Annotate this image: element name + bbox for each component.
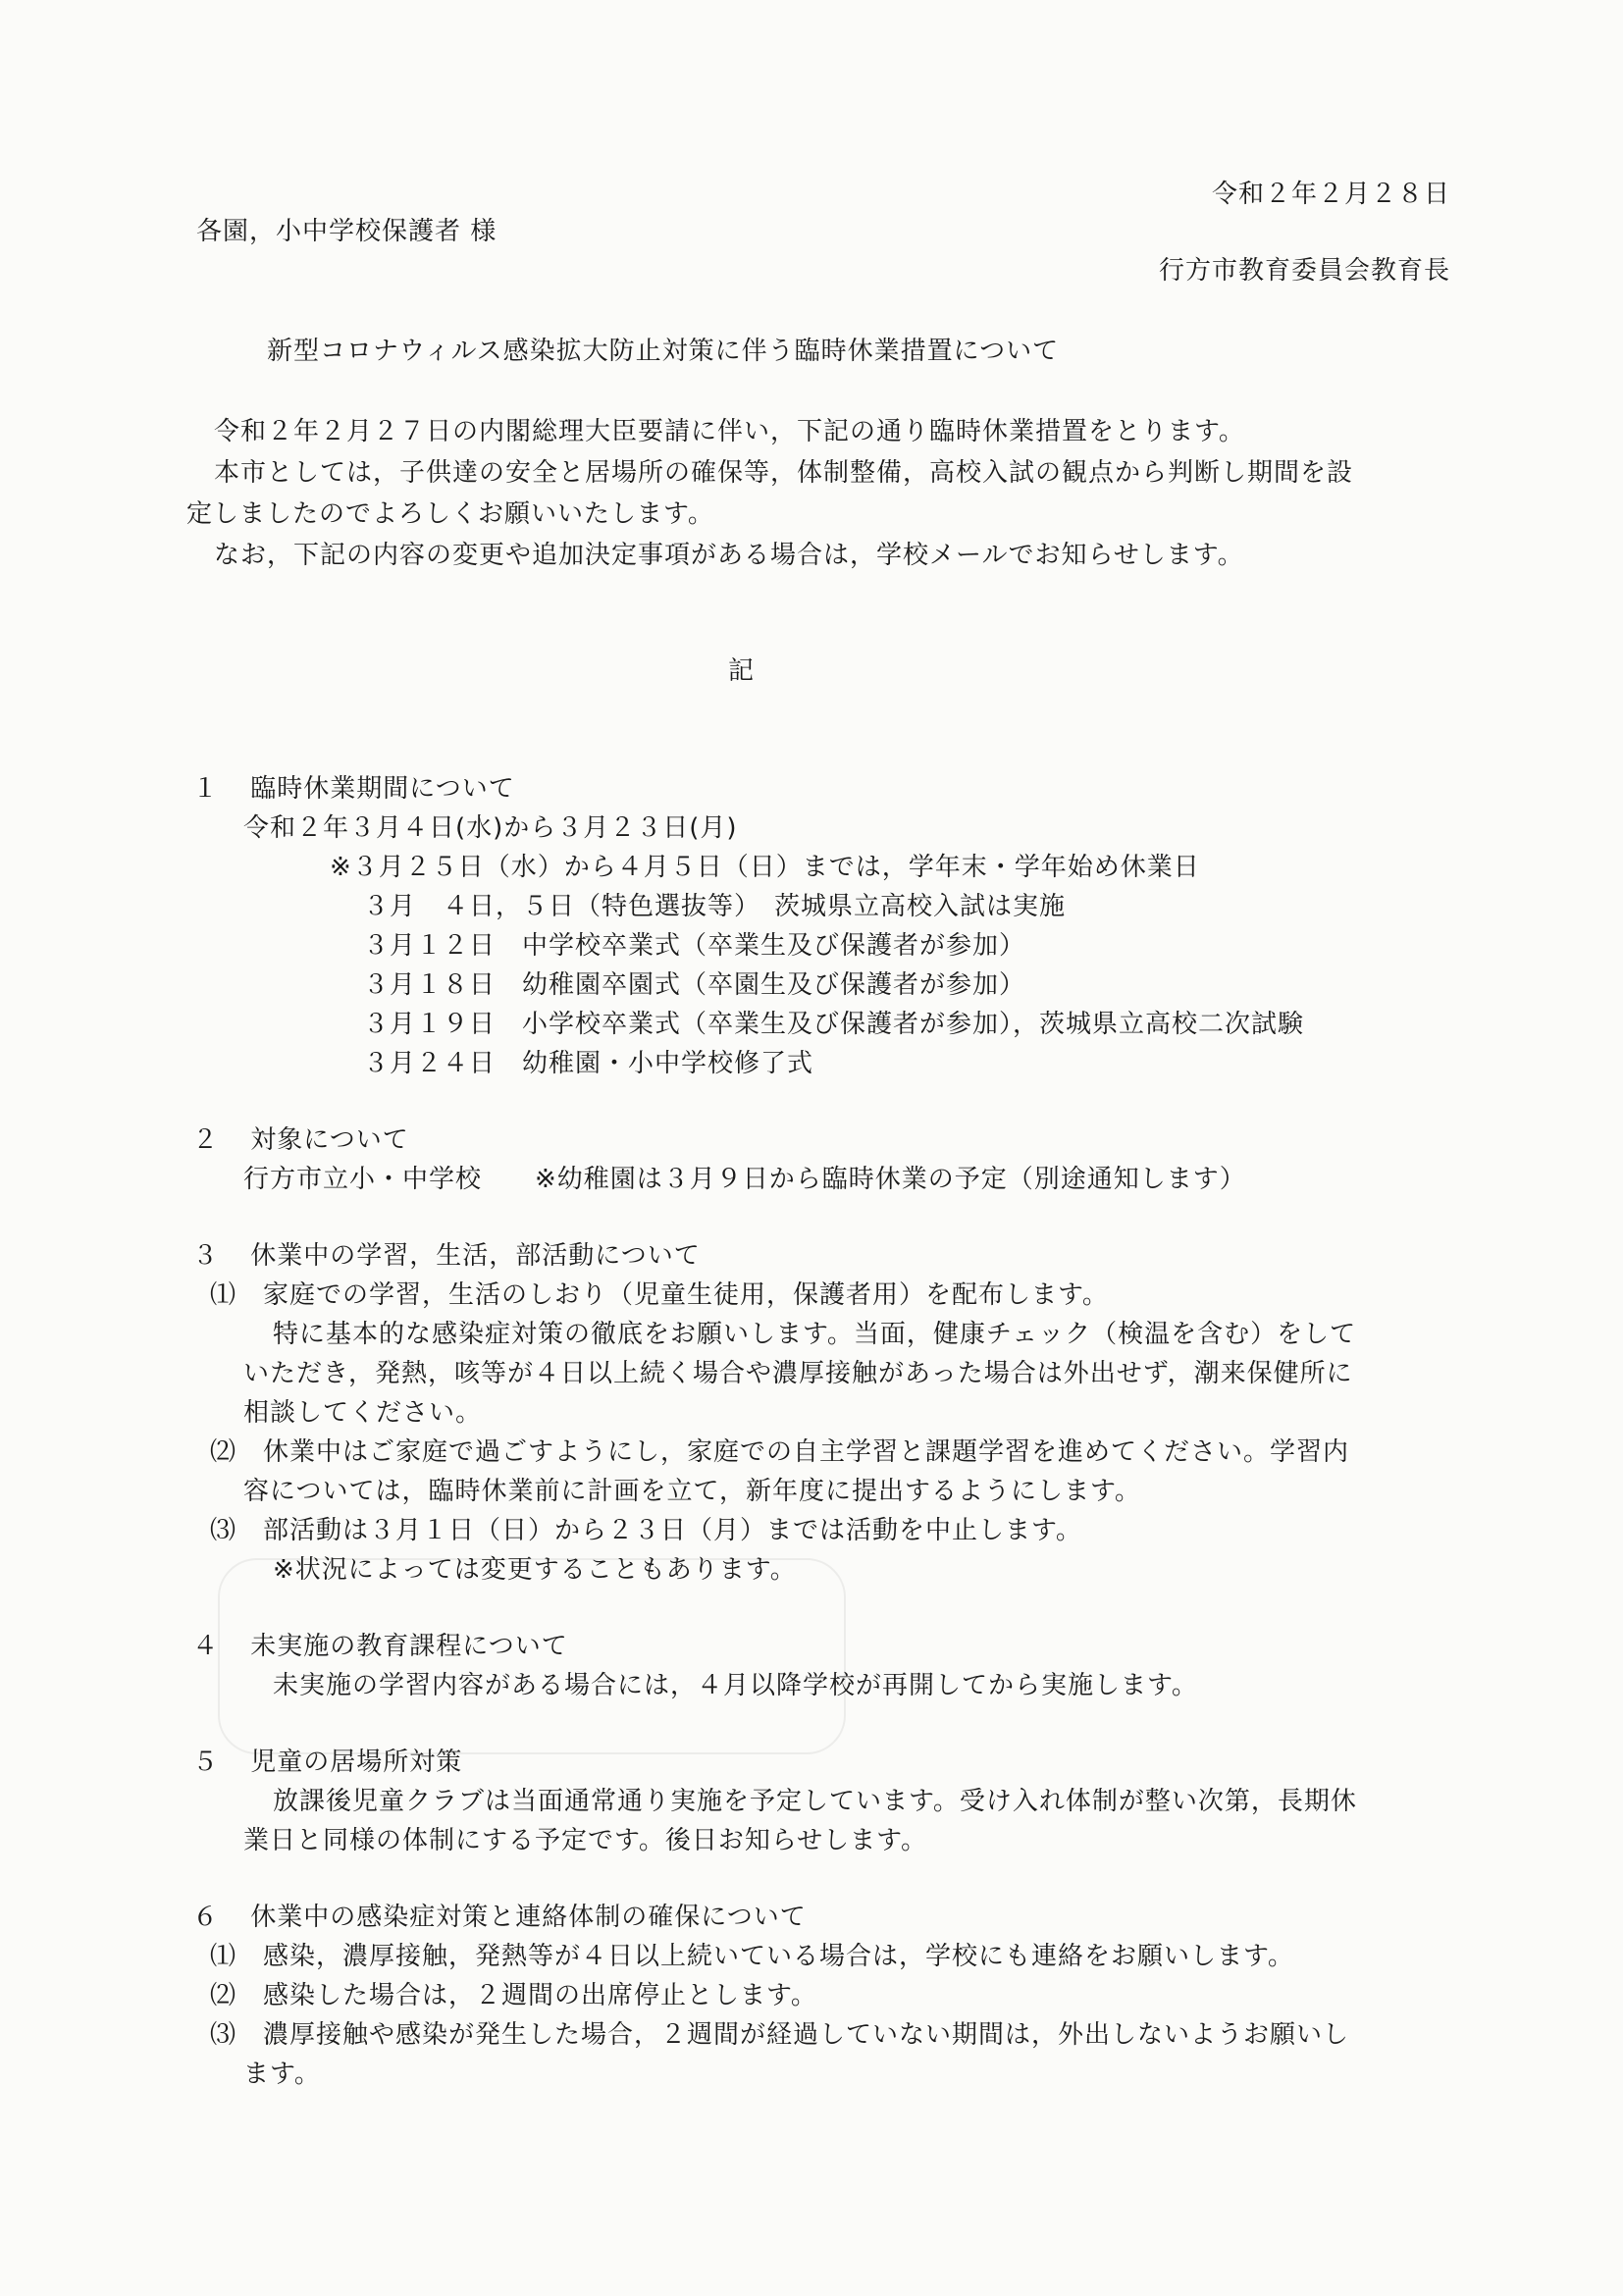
section-number: ４ — [192, 1632, 220, 1661]
section-heading-text: 児童の居場所対策 — [250, 1748, 463, 1777]
intro-line-2: 本市としては，子供達の安全と居場所の確保等，体制整備，高校入試の観点から判断し期間を設 — [214, 458, 1354, 488]
section-3-line: ⑶ 部活動は３月１日（日）から２３日（月）までは活動を中止します。 — [210, 1516, 1082, 1545]
section-number: ２ — [192, 1125, 220, 1155]
addressee: 各園，小中学校保護者 様 — [196, 217, 497, 246]
section-3-line: ⑵ 休業中はご家庭で過ごすようにし，家庭での自主学習と課題学習を進めてください。学習内 — [210, 1437, 1350, 1467]
document-date: 令和２年２月２８日 — [1211, 180, 1450, 209]
section-heading-text: 休業中の感染症対策と連絡体制の確保について — [250, 1903, 807, 1932]
section-1-line: ３月 ４日，５日（特色選抜等） 茨城県立高校入試は実施 — [363, 892, 1067, 921]
section-1-line: ３月１９日 小学校卒業式（卒業生及び保護者が参加），茨城県立高校二次試験 — [363, 1010, 1305, 1039]
ki-mark: 記 — [728, 656, 756, 686]
page-title: 新型コロナウィルス感染拡大防止対策に伴う臨時休業措置について — [267, 337, 1060, 366]
section-number: １ — [192, 774, 220, 804]
section-1-line: ３月２４日 幼稚園・小中学校修了式 — [363, 1049, 814, 1078]
section-6-line: ⑴ 感染，濃厚接触，発熱等が４日以上続いている場合は，学校にも連絡をお願いします。 — [210, 1942, 1294, 1971]
section-heading-text: 臨時休業期間について — [250, 774, 515, 804]
section-1-line: ３月１８日 幼稚園卒園式（卒園生及び保護者が参加） — [363, 970, 1026, 1000]
intro-line-1: 令和２年２月２７日の内閣総理大臣要請に伴い，下記の通り臨時休業措置をとります。 — [214, 417, 1245, 446]
section-3-line: 容については，臨時休業前に計画を立て，新年度に提出するようにします。 — [243, 1477, 1141, 1506]
section-3-line: 特に基本的な感染症対策の徹底をお願いします。当面，健康チェック（検温を含む）をして — [273, 1320, 1357, 1349]
section-2-line: 行方市立小・中学校 ※幼稚園は３月９日から臨時休業の予定（別途通知します） — [243, 1165, 1246, 1194]
section-3-line: ※状況によっては変更することもあります。 — [273, 1555, 797, 1585]
section-1-line: 令和２年３月４日(水)から３月２３日(月) — [243, 813, 738, 843]
section-1-line: ※３月２５日（水）から４月５日（日）までは，学年末・学年始め休業日 — [330, 853, 1200, 882]
sender: 行方市教育委員会教育長 — [1158, 256, 1450, 286]
section-2-heading — [192, 1122, 409, 1158]
section-5-line: 放課後児童クラブは当面通常通り実施を予定しています。受け入れ体制が整い次第，長期休 — [273, 1787, 1357, 1816]
section-3-line: いただき，発熱，咳等が４日以上続く場合や濃厚接触があった場合は外出せず，潮来保健所に — [243, 1359, 1353, 1388]
section-6-line: ⑶ 濃厚接触や感染が発生した場合，２週間が経過していない期間は，外出しないようお願いし — [210, 2020, 1350, 2050]
section-3-heading — [192, 1238, 701, 1274]
intro-line-4: なお，下記の内容の変更や追加決定事項がある場合は，学校メールでお知らせします。 — [214, 541, 1244, 570]
section-3-line: ⑴ 家庭での学習，生活のしおり（児童生徒用，保護者用）を配布します。 — [210, 1280, 1109, 1310]
section-6-line: ⑵ 感染した場合は，２週間の出席停止とします。 — [210, 1981, 817, 2010]
section-5-line: 業日と同様の体制にする予定です。後日お知らせします。 — [243, 1826, 928, 1855]
section-number: ６ — [192, 1903, 220, 1932]
section-1-line: ３月１２日 中学校卒業式（卒業生及び保護者が参加） — [363, 931, 1026, 961]
intro-line-3: 定しましたのでよろしくお願いいたします。 — [186, 499, 714, 529]
section-5-heading — [192, 1745, 462, 1780]
section-heading-text: 休業中の学習，生活，部活動について — [250, 1241, 701, 1271]
section-heading-text: 対象について — [250, 1125, 409, 1155]
section-heading-text: 未実施の教育課程について — [250, 1632, 568, 1661]
section-number: ５ — [192, 1748, 220, 1777]
section-6-line: ます。 — [243, 2060, 321, 2089]
section-4-heading — [192, 1629, 568, 1664]
section-number: ３ — [192, 1241, 220, 1271]
section-3-line: 相談してください。 — [243, 1398, 483, 1428]
section-1-heading — [192, 771, 515, 807]
section-4-line: 未実施の学習内容がある場合には，４月以降学校が再開してから実施します。 — [273, 1671, 1198, 1700]
section-6-heading — [192, 1900, 807, 1935]
